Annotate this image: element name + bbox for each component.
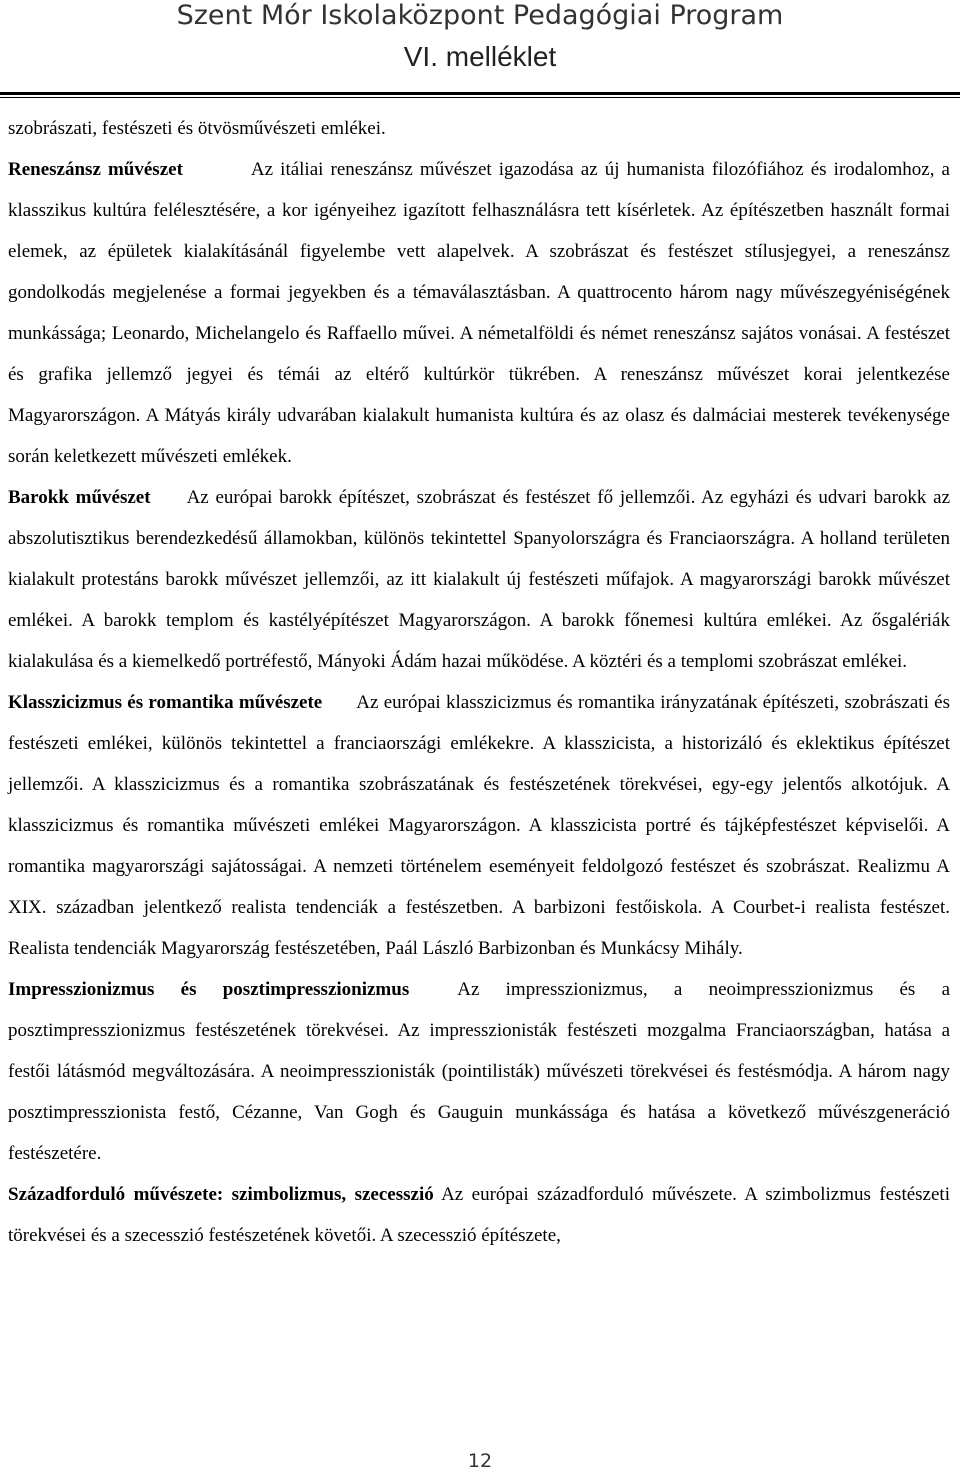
section-heading-classicism-romanticism: Klasszicizmus és romantika művészete: [8, 692, 323, 713]
paragraph-renaissance: [8, 149, 950, 477]
paragraph-classicism-romanticism: [8, 682, 950, 969]
paragraph-text: szobrászati, festészeti és ötvösművészeti emlékei.: [8, 118, 386, 139]
section-heading-baroque: Barokk művészet: [8, 487, 151, 508]
section-heading-renaissance: Reneszánsz művészet: [8, 159, 183, 180]
paragraph-impressionism: [8, 969, 950, 1174]
paragraph-intro-continuation: [8, 108, 950, 149]
section-heading-fin-de-siecle: Századforduló művészete: szimbolizmus, szecesszió: [8, 1184, 434, 1205]
paragraph-text: Az európai századforduló művészete. A szimbolizmus festészeti törekvései és a szecesszió festészetének követői. A szecesszió építészete,: [8, 1184, 950, 1246]
paragraph-fin-de-siecle: [8, 1174, 950, 1256]
document-body: [8, 108, 950, 1256]
paragraph-text: Az impresszionizmus, a neoimpresszionizmus és a posztimpresszionizmus festészetének törekvései. Az impresszionisták festészeti mozgalma Franciaországban, hatása a festői látásmód megváltozására. A neoimpresszionisták (pointilisták) művészeti törekvései és festésmódja. A három nagy posztimpresszionista festő, Cézanne, Van Gogh és Gauguin munkássága és hatása a következő művészgeneráció festészetére.: [8, 979, 950, 1164]
header-divider-thin: [0, 97, 960, 98]
page-number: 12: [467, 1450, 493, 1472]
header-divider-thick: [0, 92, 960, 95]
header-subtitle: VI. melléklet: [403, 41, 557, 72]
paragraph-text: Az európai klasszicizmus és romantika irányzatának építészeti, szobrászati és festészeti emlékei, különös tekintettel a franciaországi emlékekre. A klasszicista, a historizáló és eklektikus építészet jellemzői. A klasszicizmus és a romantika szobrászatának és festészetének törekvései, egy-egy jelentős alkotójuk. A klasszicizmus és romantika művészeti emlékei Magyarországon. A klasszicista portré és tájképfestészet képviselői. A romantika magyarországi sajátosságai. A nemzeti történelem eseményeit feldolgozó festészet és szobrászat. Realizmu A XIX. században jelentkező realista tendenciák a festészetben. A barbizoni festőiskola. A Courbet-i realista festészet. Realista tendenciák Magyarország festészetében, Paál László Barbizonban és Munkácsy Mihály.: [8, 692, 950, 959]
section-heading-impressionism: Impresszionizmus és posztimpresszionizmus: [8, 979, 410, 1000]
paragraph-baroque: [8, 477, 950, 682]
paragraph-text: Az itáliai reneszánsz művészet igazodása az új humanista filozófiához és irodalomhoz, a klasszikus kultúra felélesztésére, a kor igényeihez igazított felhasználásra tett kísérletek. Az építészetben használt formai elemek, az épületek kialakításánál figyelembe vett alapelvek. A szobrászat és festészet stílusjegyei, a reneszánsz gondolkodás megjelenése a formai jegyekben és a témaválasztásban. A quattrocento három nagy művészegyéniségének munkássága; Leonardo, Michelangelo és Raffaello művei. A németalföldi és német reneszánsz sajátos vonásai. A festészet és grafika jellemző jegyei és témái az eltérő kultúrkör tükrében. A reneszánsz művészet korai jelentkezése Magyarországon. A Mátyás király udvarában kialakult humanista kultúra és az olasz és dalmáciai mesterek tevékenysége során keletkezett művészeti emlékek.: [8, 159, 950, 467]
header-title: Szent Mór Iskolaközpont Pedagógiai Program: [176, 0, 784, 31]
paragraph-text: Az európai barokk építészet, szobrászat és festészet fő jellemzői. Az egyházi és udvari barokk az abszolutisztikus berendezkedésű államokban, különös tekintettel Spanyolországra és Franciaországra. A holland területen kialakult protestáns barokk művészet jellemzői, az itt kialakult új festészeti műfajok. A magyarországi barokk művészet emlékei. A barokk templom és kastélyépítészet Magyarországon. A barokk főnemesi kultúra emlékei. Az ősgalériák kialakulása és a kiemelkedő portréfestő, Mányoki Ádám hazai működése. A köztéri és a templomi szobrászat emlékei.: [8, 487, 951, 672]
